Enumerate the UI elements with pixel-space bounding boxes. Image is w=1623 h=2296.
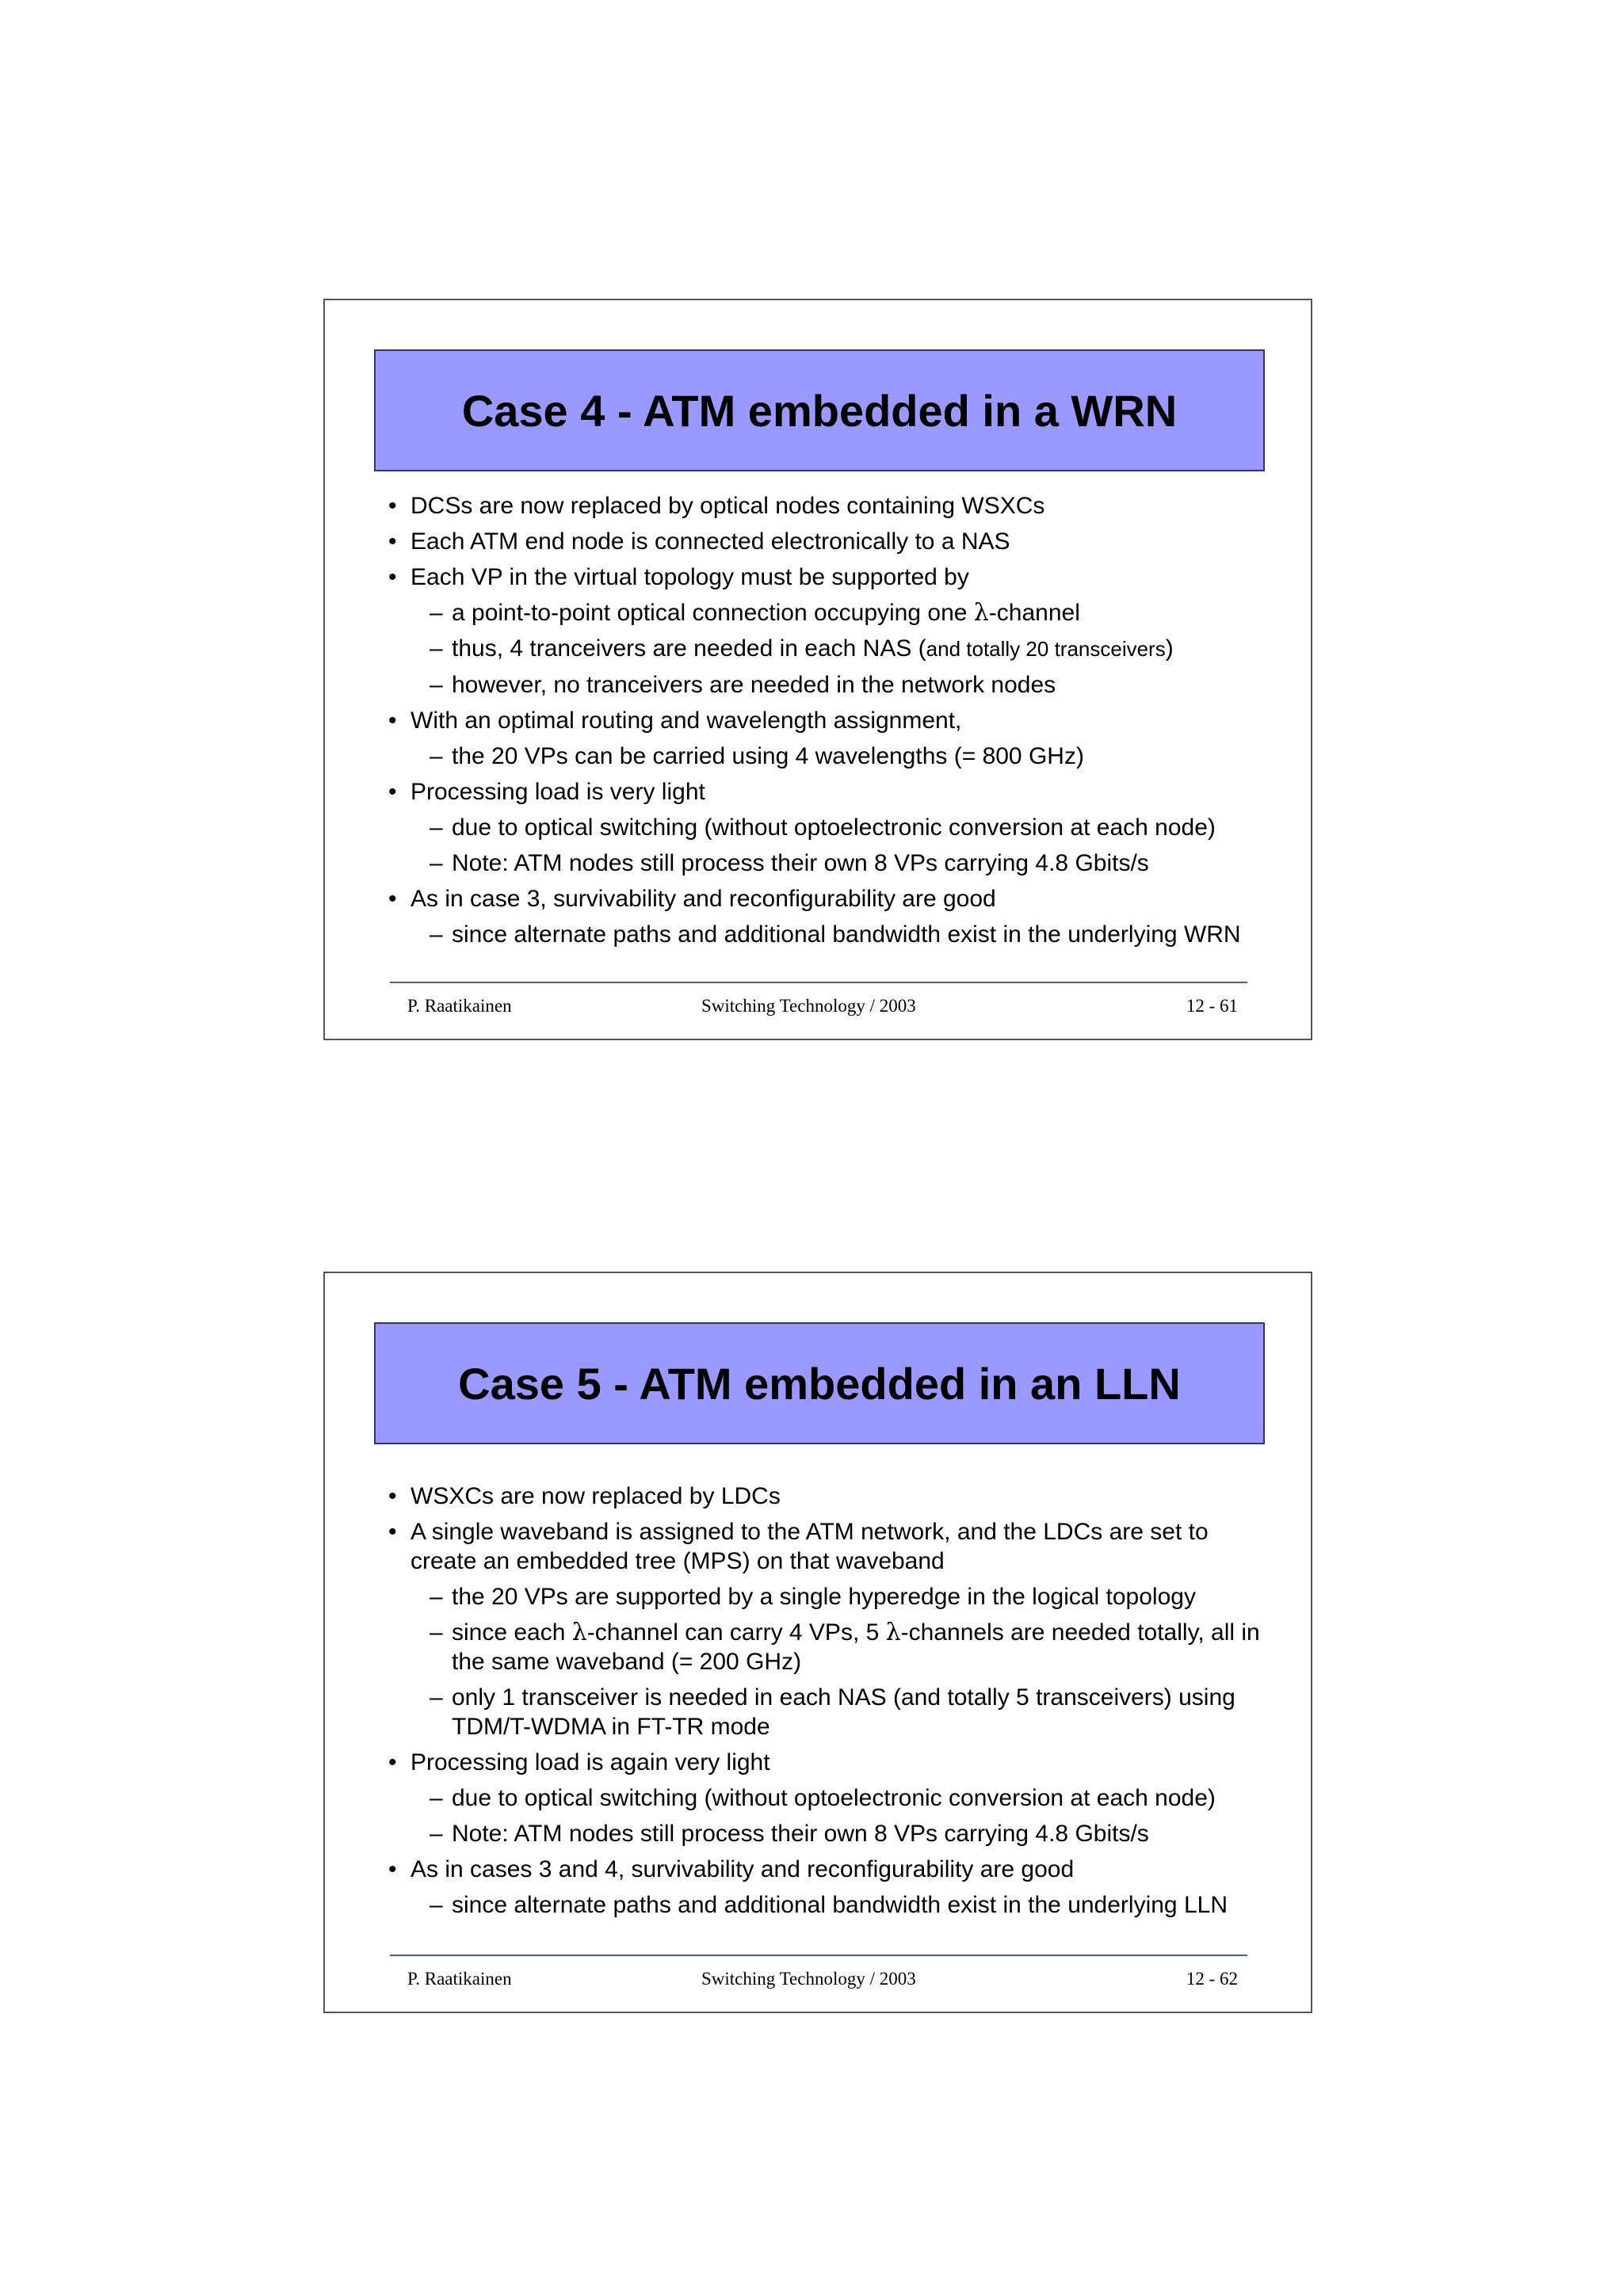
list-item bbox=[388, 706, 1263, 735]
bullet-marker: • bbox=[388, 564, 397, 590]
footer-page-number: 12 - 62 bbox=[1186, 1969, 1238, 1989]
bullet-text-small: and totally 20 transceivers bbox=[926, 637, 1166, 661]
bullet-text: With an optimal routing and wavelength assignment, bbox=[411, 707, 962, 734]
bullet-marker: • bbox=[388, 779, 397, 805]
lambda-symbol: λ bbox=[885, 1619, 901, 1646]
list-subitem bbox=[388, 670, 1263, 700]
dash-marker: – bbox=[430, 635, 443, 662]
dash-marker: – bbox=[430, 850, 443, 876]
list-item bbox=[388, 563, 1263, 592]
bullet-marker: • bbox=[388, 528, 397, 555]
list-subitem bbox=[388, 598, 1263, 627]
dash-marker: – bbox=[430, 1821, 443, 1847]
list-item bbox=[388, 1855, 1263, 1884]
list-subitem bbox=[388, 813, 1263, 842]
footer-course: Switching Technology / 2003 bbox=[701, 996, 916, 1016]
list-subitem bbox=[388, 634, 1263, 664]
bullet-text: -channel bbox=[988, 600, 1080, 626]
bullet-text: Each ATM end node is connected electronically to a NAS bbox=[411, 528, 1010, 555]
lambda-symbol: λ bbox=[571, 1619, 587, 1646]
dash-marker: – bbox=[430, 600, 443, 626]
footer-divider bbox=[390, 1955, 1247, 1956]
dash-marker: – bbox=[430, 1785, 443, 1811]
list-subitem bbox=[388, 1819, 1263, 1848]
bullet-text: only 1 transceiver is needed in each NAS (and totally 5 transceivers) using TDM/T-WDMA in FT-TR mode bbox=[452, 1684, 1235, 1740]
bullet-text: since alternate paths and additional bandwidth exist in the underlying LLN bbox=[452, 1892, 1228, 1918]
bullet-text: -channel can carry 4 VPs, 5 bbox=[586, 1619, 886, 1646]
bullet-text: since each bbox=[452, 1619, 572, 1646]
bullet-marker: • bbox=[388, 1519, 397, 1545]
footer-divider bbox=[390, 982, 1247, 983]
dash-marker: – bbox=[430, 814, 443, 841]
dash-marker: – bbox=[430, 1619, 443, 1646]
dash-marker: – bbox=[430, 921, 443, 948]
bullet-text: the 20 VPs can be carried using 4 wavelengths (= 800 GHz) bbox=[452, 743, 1084, 769]
bullet-text: Processing load is very light bbox=[411, 779, 705, 805]
bullet-text: a point-to-point optical connection occupying one bbox=[452, 600, 974, 626]
footer-page-number: 12 - 61 bbox=[1186, 996, 1238, 1016]
list-subitem bbox=[388, 920, 1263, 949]
bullet-text: As in cases 3 and 4, survivability and reconfigurability are good bbox=[411, 1856, 1075, 1882]
bullet-text: thus, 4 tranceivers are needed in each NAS ( bbox=[452, 635, 926, 662]
slide-title: Case 4 - ATM embedded in a WRN bbox=[461, 385, 1178, 436]
bullet-text: ) bbox=[1165, 635, 1174, 662]
bullet-text: due to optical switching (without optoelectronic conversion at each node) bbox=[452, 814, 1216, 841]
bullet-text: As in case 3, survivability and reconfigurability are good bbox=[411, 886, 996, 912]
bullet-list bbox=[388, 1482, 1263, 1926]
slide-12-61 bbox=[323, 299, 1312, 1040]
list-subitem bbox=[388, 1683, 1263, 1741]
list-item bbox=[388, 1482, 1263, 1511]
bullet-marker: • bbox=[388, 493, 397, 519]
list-item bbox=[388, 1748, 1263, 1777]
bullet-text: Each VP in the virtual topology must be supported by bbox=[411, 564, 969, 590]
lambda-symbol: λ bbox=[973, 599, 989, 627]
bullet-text: -channels are needed totally, all in the same waveband (= 200 GHz) bbox=[452, 1619, 1260, 1675]
bullet-marker: • bbox=[388, 886, 397, 912]
bullet-marker: • bbox=[388, 1749, 397, 1775]
list-subitem bbox=[388, 1618, 1263, 1676]
list-subitem bbox=[388, 1783, 1263, 1813]
dash-marker: – bbox=[430, 1684, 443, 1711]
bullet-text: due to optical switching (without optoelectronic conversion at each node) bbox=[452, 1785, 1216, 1811]
bullet-text: Note: ATM nodes still process their own 8 VPs carrying 4.8 Gbits/s bbox=[452, 1821, 1149, 1847]
slide-title-box bbox=[374, 349, 1265, 471]
list-subitem bbox=[388, 742, 1263, 771]
bullet-marker: • bbox=[388, 1856, 397, 1882]
bullet-text: since alternate paths and additional bandwidth exist in the underlying WRN bbox=[452, 921, 1241, 948]
bullet-list bbox=[388, 491, 1263, 955]
bullet-text: Processing load is again very light bbox=[411, 1749, 770, 1775]
bullet-text: DCSs are now replaced by optical nodes containing WSXCs bbox=[411, 493, 1045, 519]
dash-marker: – bbox=[430, 1892, 443, 1918]
list-item bbox=[388, 1517, 1263, 1576]
slide-title-box bbox=[374, 1322, 1265, 1444]
bullet-text: WSXCs are now replaced by LDCs bbox=[411, 1483, 781, 1509]
bullet-text: the 20 VPs are supported by a single hyperedge in the logical topology bbox=[452, 1584, 1196, 1610]
list-item bbox=[388, 777, 1263, 807]
footer-author: P. Raatikainen bbox=[407, 1969, 512, 1989]
slide-title: Case 5 - ATM embedded in an LLN bbox=[458, 1358, 1181, 1409]
footer-author: P. Raatikainen bbox=[407, 996, 512, 1016]
bullet-text: however, no tranceivers are needed in the network nodes bbox=[452, 672, 1056, 698]
dash-marker: – bbox=[430, 672, 443, 698]
bullet-text: Note: ATM nodes still process their own 8 VPs carrying 4.8 Gbits/s bbox=[452, 850, 1149, 876]
list-item bbox=[388, 527, 1263, 556]
list-item bbox=[388, 884, 1263, 913]
bullet-marker: • bbox=[388, 1483, 397, 1509]
list-item bbox=[388, 491, 1263, 521]
slide-12-62 bbox=[323, 1272, 1312, 2013]
list-subitem bbox=[388, 1582, 1263, 1611]
bullet-text: A single waveband is assigned to the ATM network, and the LDCs are set to create an embedded tree (MPS) on that waveband bbox=[411, 1519, 1209, 1574]
dash-marker: – bbox=[430, 1584, 443, 1610]
bullet-marker: • bbox=[388, 707, 397, 734]
list-subitem bbox=[388, 1890, 1263, 1920]
list-subitem bbox=[388, 849, 1263, 878]
dash-marker: – bbox=[430, 743, 443, 769]
footer-course: Switching Technology / 2003 bbox=[701, 1969, 916, 1989]
